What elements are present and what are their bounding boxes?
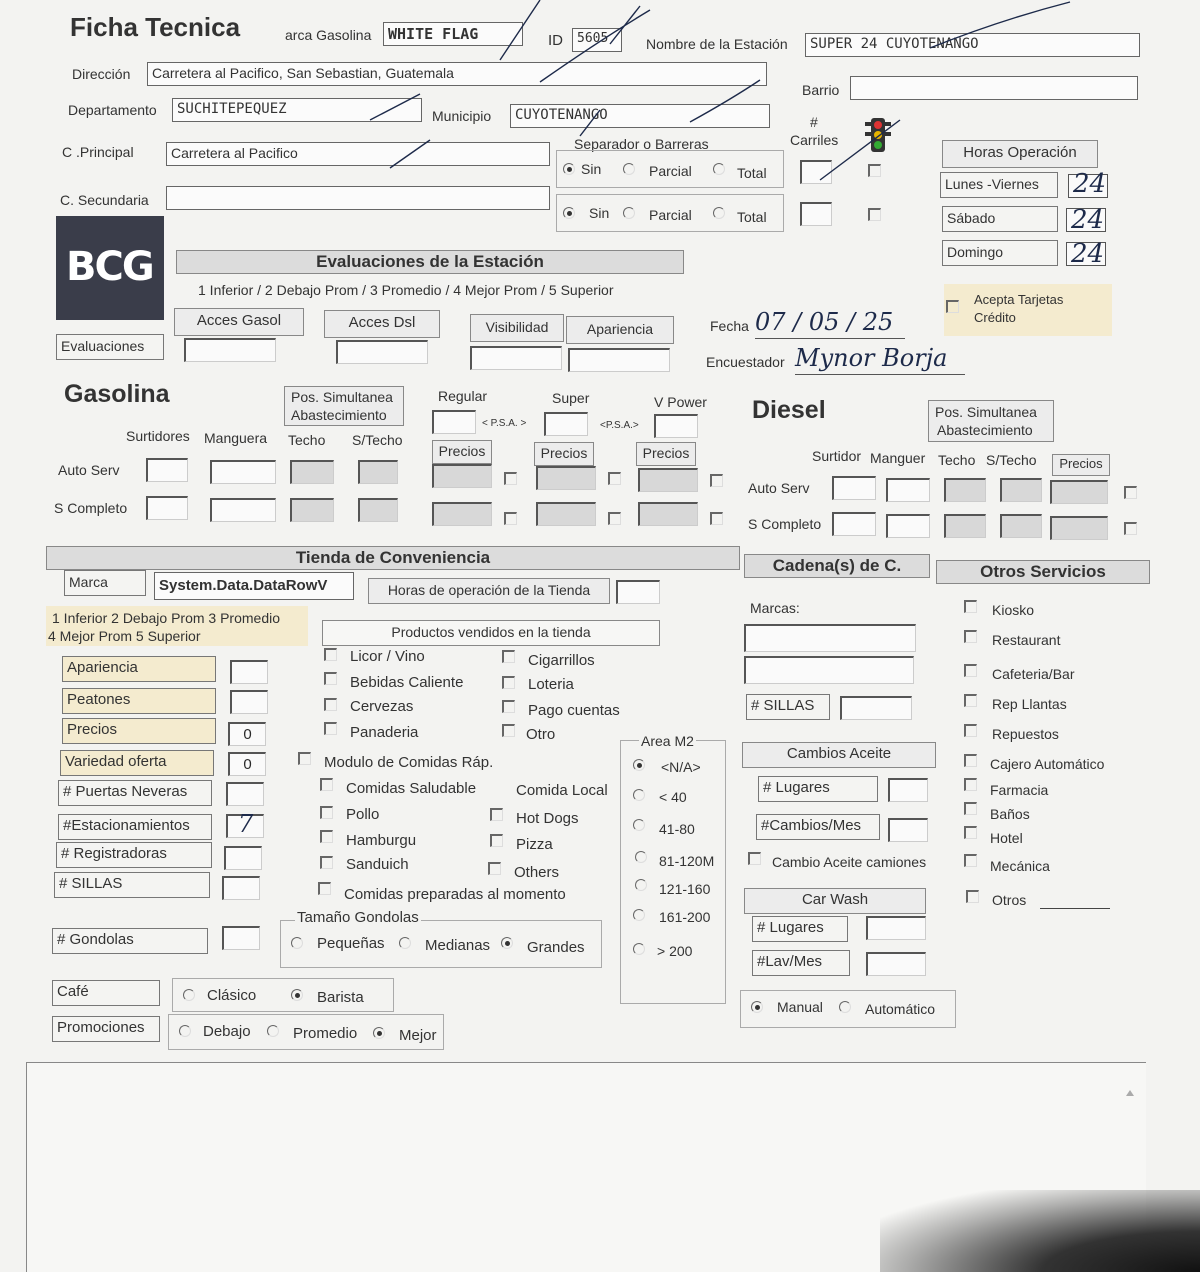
tamano-medianas-radio[interactable] — [399, 937, 411, 949]
domingo-value: 24 — [1071, 239, 1105, 269]
tarjetas-check[interactable] — [946, 300, 959, 313]
camiones-label: Cambio Aceite camiones — [772, 854, 927, 870]
diesel-col-manguer: Manguer — [870, 450, 926, 466]
gas-auto-precio-vpower[interactable] — [638, 468, 698, 492]
diesel-auto-manguer[interactable] — [886, 478, 930, 502]
gas-auto-surtidores[interactable] — [146, 458, 188, 482]
sanduich-check[interactable] — [320, 856, 333, 869]
domingo-label: Domingo — [942, 240, 1058, 266]
page-title: Ficha Tecnica — [70, 12, 241, 42]
area-81-120-label: 81-120M — [659, 853, 715, 869]
super-field[interactable] — [544, 412, 588, 436]
comidas-saludable-label: Comidas Saludable — [346, 780, 477, 797]
diesel-col-stecho: S/Techo — [986, 452, 1037, 468]
horas-tienda-button[interactable]: Horas de operación de la Tienda — [368, 578, 610, 604]
tamano-pequenas-radio[interactable] — [291, 937, 303, 949]
tienda-marca-label: Marca — [64, 570, 146, 596]
separador-label: Separador o Barreras — [574, 136, 709, 152]
gondolas-label: # Gondolas — [52, 928, 208, 954]
area-na-radio[interactable] — [633, 759, 645, 771]
tienda-header: Tienda de Conveniencia — [46, 546, 740, 570]
gasolina-title: Gasolina — [64, 380, 170, 408]
carwash-type-group — [740, 990, 956, 1028]
rating-label-apariencia: Apariencia — [62, 656, 216, 682]
col-mangueras: Manguera — [204, 430, 268, 446]
nombre-label: Nombre de la Estación — [646, 36, 788, 52]
rating-label-precios: Precios — [62, 718, 216, 744]
repuestos-label: Repuestos — [992, 726, 1059, 742]
id-field[interactable]: 5605 — [572, 28, 622, 52]
diesel-sc-precio[interactable] — [1050, 516, 1108, 540]
barrio-label: Barrio — [802, 82, 840, 98]
sep2-parcial-label: Parcial — [649, 207, 692, 223]
carriles-field-2[interactable] — [800, 202, 832, 226]
lunes-value: 24 — [1073, 169, 1107, 199]
promo-mejor-radio[interactable] — [373, 1027, 385, 1039]
semaforo-check-2[interactable] — [868, 208, 881, 221]
diesel-precios-button[interactable]: Precios — [1052, 454, 1110, 476]
lunes-field[interactable] — [1068, 169, 1108, 199]
eval-acces-dsl-field[interactable] — [336, 340, 428, 364]
fecha-label: Fecha — [710, 318, 749, 334]
rating-field-precios[interactable]: 0 — [228, 722, 266, 746]
lunes-label: Lunes -Viernes — [940, 172, 1058, 198]
productos-header: Productos vendidos en la tienda — [322, 620, 660, 646]
sabado-field[interactable] — [1066, 205, 1106, 235]
gas-sc-mangueras[interactable] — [210, 498, 276, 522]
eval-visibilidad-field[interactable] — [470, 346, 562, 370]
cafeteria-check[interactable] — [964, 664, 977, 677]
acces-gasol-button[interactable]: Acces Gasol — [174, 308, 304, 336]
rating-field-sillas[interactable] — [222, 876, 260, 900]
diesel-col-surtidor: Surtidor — [812, 448, 862, 464]
rating-field-peatones[interactable] — [230, 690, 268, 714]
sanduich-label: Sanduich — [346, 856, 409, 873]
area-na-label: <N/A> — [661, 759, 701, 775]
barrio-field[interactable] — [850, 76, 1138, 100]
tamano-grandes-label: Grandes — [527, 939, 585, 956]
gas-auto-regular-check[interactable] — [504, 472, 517, 485]
carwash-manual-radio[interactable] — [751, 1001, 763, 1013]
gas-sc-surtidores[interactable] — [146, 496, 188, 520]
sep2-total-label: Total — [737, 209, 767, 225]
departamento-field[interactable]: SUCHITEPEQUEZ — [172, 98, 422, 122]
area-200-label: > 200 — [657, 943, 693, 959]
repuestos-check[interactable] — [964, 724, 977, 737]
prod-cigarrillos-check[interactable] — [502, 650, 515, 663]
kiosko-label: Kiosko — [992, 602, 1035, 618]
cadena-sillas-field[interactable] — [840, 696, 912, 720]
gas-sc-super-check[interactable] — [608, 512, 621, 525]
promo-promedio-label: Promedio — [293, 1025, 358, 1042]
sep2-sin-radio[interactable] — [563, 207, 575, 219]
rating-field-apariencia[interactable] — [230, 660, 268, 684]
departamento-label: Departamento — [68, 102, 157, 118]
sep1-total-label: Total — [737, 165, 767, 181]
promo-promedio-radio[interactable] — [267, 1025, 279, 1037]
regular-field[interactable] — [432, 410, 476, 434]
sep1-parcial-radio[interactable] — [623, 163, 635, 175]
separador-group-1 — [556, 150, 784, 188]
carriles-hash: # — [810, 114, 818, 130]
comida-local-label: Comida Local — [516, 782, 608, 799]
carwash-manual-label: Manual — [777, 999, 823, 1015]
otros-underline — [1040, 908, 1110, 909]
rating-label-puertas: # Puertas Neveras — [58, 780, 212, 806]
restaurant-check[interactable] — [964, 630, 977, 643]
diesel-sc-techo[interactable] — [944, 514, 986, 538]
diesel-pos-line2: Abastecimiento — [937, 422, 1033, 438]
sabado-label: Sábado — [942, 206, 1058, 232]
c-secundaria-field[interactable] — [166, 186, 550, 210]
gas-sc-precio-vpower[interactable] — [638, 502, 698, 526]
diesel-sc-surtidor[interactable] — [832, 512, 876, 536]
marcas-field-1[interactable] — [744, 624, 916, 652]
marcas-label: Marcas: — [750, 600, 800, 616]
shadow-overlay — [880, 1190, 1200, 1272]
domingo-field[interactable] — [1066, 239, 1106, 269]
area-40-radio[interactable] — [633, 789, 645, 801]
hamburgu-check[interactable] — [320, 830, 333, 843]
prod-bebidas-check[interactable] — [324, 672, 337, 685]
gas-auto-precio-regular[interactable] — [432, 464, 492, 488]
prod-otro-label: Otro — [526, 726, 556, 743]
ca-lugares-field[interactable] — [888, 778, 928, 802]
logo-text: BCG — [66, 244, 153, 290]
rating-label-peatones: Peatones — [62, 688, 216, 714]
rating-field-registradoras[interactable] — [224, 846, 262, 870]
rating-field-estacionamientos[interactable] — [226, 810, 264, 838]
area-label: Area M2 — [641, 733, 694, 749]
prod-loteria-label: Loteria — [528, 676, 574, 693]
visibilidad-button[interactable]: Visibilidad — [470, 314, 564, 342]
precios-super-button[interactable]: Precios — [534, 442, 594, 466]
nombre-field[interactable]: SUPER 24 CUYOTENANGO — [805, 33, 1140, 57]
prod-otro-check[interactable] — [502, 724, 515, 737]
gas-auto-stecho[interactable] — [358, 460, 398, 484]
gas-pos-line1: Pos. Simultanea — [291, 389, 393, 405]
kiosko-check[interactable] — [964, 600, 977, 613]
super-label: Super — [552, 390, 590, 406]
promociones-label: Promociones — [52, 1016, 160, 1042]
horas-tienda-field[interactable] — [616, 580, 660, 604]
col-stecho: S/Techo — [352, 432, 403, 448]
pizza-label: Pizza — [516, 836, 553, 853]
prod-licor-check[interactable] — [324, 648, 337, 661]
rating-label-estacionamientos: #Estacionamientos — [58, 814, 212, 840]
mecanica-label: Mecánica — [990, 858, 1050, 874]
prod-pago-check[interactable] — [502, 700, 515, 713]
cafe-barista-label: Barista — [317, 989, 364, 1006]
evaluaciones-scale: 1 Inferior / 2 Debajo Prom / 3 Promedio / 4 Mejor Prom / 5 Superior — [198, 282, 614, 298]
encuestador-label: Encuestador — [706, 354, 785, 370]
diesel-auto-precio[interactable] — [1050, 480, 1108, 504]
prod-pago-label: Pago cuentas — [528, 702, 620, 719]
c-principal-label: C .Principal — [62, 144, 134, 160]
tamano-group — [280, 909, 602, 968]
c-secundaria-label: C. Secundaria — [60, 192, 149, 208]
otros-check[interactable] — [966, 890, 979, 903]
c-principal-field[interactable]: Carretera al Pacifico — [166, 142, 550, 166]
tienda-scale-1: 1 Inferior 2 Debajo Prom 3 Promedio — [52, 610, 280, 626]
diesel-s-completo-label: S Completo — [748, 516, 822, 532]
semaforo-check-1[interactable] — [868, 164, 881, 177]
ca-lugares-label: # Lugares — [758, 776, 878, 802]
evaluaciones-row-label: Evaluaciones — [56, 334, 164, 360]
traffic-light-icon — [864, 116, 892, 156]
diesel-pos-simultanea[interactable] — [928, 400, 1054, 442]
cw-lugares-label: # Lugares — [752, 916, 848, 942]
cafe-group — [172, 978, 394, 1012]
horas-operacion-button[interactable]: Horas Operación — [942, 140, 1098, 168]
tamano-pequenas-label: Pequeñas — [317, 935, 385, 952]
psa-label-1: < P.S.A. > — [482, 418, 527, 429]
tienda-scale-2: 4 Mejor Prom 5 Superior — [48, 628, 201, 644]
ca-cambios-mes-field[interactable] — [888, 818, 928, 842]
area-81-120-radio[interactable] — [635, 851, 647, 863]
sep1-parcial-label: Parcial — [649, 163, 692, 179]
encuestador-underline — [795, 374, 965, 375]
sep1-total-radio[interactable] — [713, 163, 725, 175]
comidas-saludable-check[interactable] — [320, 778, 333, 791]
diesel-auto-check[interactable] — [1124, 486, 1137, 499]
gas-auto-super-check[interactable] — [608, 472, 621, 485]
banos-label: Baños — [990, 806, 1030, 822]
cafeteria-label: Cafeteria/Bar — [992, 666, 1075, 682]
gas-s-completo-label: S Completo — [54, 500, 128, 516]
diesel-auto-serv-label: Auto Serv — [748, 480, 810, 496]
eval-apariencia-field[interactable] — [568, 348, 670, 372]
carwash-auto-radio[interactable] — [839, 1001, 851, 1013]
comidas-preparadas-check[interactable] — [318, 882, 331, 895]
cajero-label: Cajero Automático — [990, 756, 1105, 772]
tienda-marca-field[interactable]: System.Data.DataRowV — [154, 572, 354, 600]
gas-sc-precio-regular[interactable] — [432, 502, 492, 526]
precios-regular-button[interactable]: Precios — [432, 440, 492, 464]
rating-label-sillas: # SILLAS — [54, 872, 210, 898]
area-41-80-label: 41-80 — [659, 821, 695, 837]
sep2-total-radio[interactable] — [713, 207, 725, 219]
banos-check[interactable] — [964, 802, 977, 815]
tamano-label: Tamaño Gondolas — [297, 909, 419, 926]
carwash-auto-label: Automático — [865, 1001, 936, 1017]
hamburgu-label: Hamburgu — [346, 832, 417, 849]
gas-auto-vpower-check[interactable] — [710, 474, 723, 487]
hotdogs-check[interactable] — [490, 808, 503, 821]
marca-label: arca Gasolina — [285, 27, 372, 43]
sep1-sin-radio[interactable] — [563, 163, 575, 175]
col-surtidores: Surtidores — [126, 428, 190, 444]
cadena-header: Cadena(s) de C. — [744, 554, 930, 578]
area-41-80-radio[interactable] — [633, 819, 645, 831]
promo-debajo-label: Debajo — [203, 1023, 251, 1040]
rating-field-puertas[interactable] — [226, 782, 264, 806]
prod-licor-label: Licor / Vino — [350, 648, 425, 665]
area-200-radio[interactable] — [633, 943, 645, 955]
tarjetas-line2: Crédito — [974, 310, 1016, 325]
carriles-label: Carriles — [790, 132, 839, 148]
vpower-field[interactable] — [654, 414, 698, 438]
cw-lav-field[interactable] — [866, 952, 926, 976]
marcas-field-2[interactable] — [744, 656, 914, 684]
hotel-label: Hotel — [990, 830, 1023, 846]
others-label: Others — [514, 864, 560, 881]
direccion-field[interactable]: Carretera al Pacifico, San Sebastian, Guatemala — [147, 62, 767, 86]
hotdogs-label: Hot Dogs — [516, 810, 579, 827]
cw-lav-label: #Lav/Mes — [752, 950, 850, 976]
prod-panaderia-check[interactable] — [324, 722, 337, 735]
direccion-label: Dirección — [72, 66, 131, 82]
scroll-up-icon[interactable] — [1126, 1090, 1134, 1096]
area-161-200-radio[interactable] — [633, 909, 645, 921]
others-check[interactable] — [488, 862, 501, 875]
cadena-sillas-label: # SILLAS — [746, 694, 830, 720]
pollo-check[interactable] — [320, 806, 333, 819]
diesel-sc-stecho[interactable] — [1000, 514, 1042, 538]
gas-sc-vpower-check[interactable] — [710, 512, 723, 525]
gas-auto-mangueras[interactable] — [210, 460, 276, 484]
restaurant-label: Restaurant — [992, 632, 1061, 648]
sabado-value: 24 — [1071, 205, 1105, 235]
rep-llantas-label: Rep Llantas — [992, 696, 1067, 712]
cambios-aceite-button[interactable]: Cambios Aceite — [742, 742, 936, 768]
farmacia-check[interactable] — [964, 778, 977, 791]
camiones-check[interactable] — [748, 852, 761, 865]
gas-sc-regular-check[interactable] — [504, 512, 517, 525]
carriles-field-1[interactable] — [800, 160, 832, 184]
cajero-check[interactable] — [964, 754, 977, 767]
comidas-preparadas-label: Comidas preparadas al momento — [344, 886, 566, 903]
encuestador-value: Mynor Borja — [795, 344, 948, 372]
diesel-title: Diesel — [752, 396, 826, 424]
fecha-value: 07 / 05 / 25 — [755, 308, 894, 336]
diesel-sc-manguer[interactable] — [886, 514, 930, 538]
pollo-label: Pollo — [346, 806, 380, 823]
rating-label-variedad: Variedad oferta — [60, 750, 214, 776]
otros-header: Otros Servicios — [936, 560, 1150, 584]
gas-auto-precio-super[interactable] — [536, 466, 596, 490]
municipio-label: Municipio — [432, 108, 492, 124]
regular-label: Regular — [438, 388, 488, 404]
diesel-col-techo: Techo — [938, 452, 976, 468]
diesel-pos-line1: Pos. Simultanea — [935, 404, 1037, 420]
farmacia-label: Farmacia — [990, 782, 1049, 798]
sep1-sin-label: Sin — [581, 161, 602, 177]
area-40-label: < 40 — [659, 789, 687, 805]
col-techo: Techo — [288, 432, 326, 448]
marca-field[interactable]: WHITE FLAG — [383, 22, 523, 46]
separador-group-2 — [556, 194, 784, 232]
prod-panaderia-label: Panaderia — [350, 724, 419, 741]
promo-group — [168, 1014, 444, 1050]
sep2-parcial-radio[interactable] — [623, 207, 635, 219]
evaluaciones-header: Evaluaciones de la Estación — [176, 250, 684, 274]
gas-pos-simultanea[interactable] — [284, 386, 404, 426]
area-161-200-label: 161-200 — [659, 909, 711, 925]
acces-dsl-button[interactable]: Acces Dsl — [324, 310, 440, 338]
psa-label-2: <P.S.A.> — [600, 420, 639, 431]
diesel-auto-techo[interactable] — [944, 478, 986, 502]
otros-label: Otros — [992, 892, 1027, 908]
id-label: ID — [548, 32, 563, 49]
cafe-clasico-radio[interactable] — [183, 989, 195, 1001]
fecha-underline — [755, 338, 905, 339]
area-121-160-radio[interactable] — [635, 879, 647, 891]
vpower-label: V Power — [654, 394, 707, 410]
sep2-sin-label: Sin — [589, 205, 610, 221]
cafe-label: Café — [52, 980, 160, 1006]
ca-cambios-mes-label: #Cambios/Mes — [756, 814, 880, 840]
gas-sc-precio-super[interactable] — [536, 502, 596, 526]
mecanica-check[interactable] — [964, 854, 977, 867]
tarjetas-line1: Acepta Tarjetas — [974, 292, 1064, 307]
cw-lugares-field[interactable] — [866, 916, 926, 940]
estacionamientos-value: 7 — [238, 810, 254, 838]
gas-sc-stecho[interactable] — [358, 498, 398, 522]
gondolas-field[interactable] — [222, 926, 260, 950]
diesel-auto-stecho[interactable] — [1000, 478, 1042, 502]
diesel-auto-surtidor[interactable] — [832, 476, 876, 500]
modulo-comidas-check[interactable] — [298, 752, 311, 765]
prod-bebidas-label: Bebidas Caliente — [350, 674, 464, 691]
municipio-field[interactable]: CUYOTENANGO — [510, 104, 770, 128]
prod-cigarrillos-label: Cigarrillos — [528, 652, 595, 669]
precios-vpower-button[interactable]: Precios — [636, 442, 696, 466]
promo-mejor-label: Mejor — [399, 1027, 437, 1044]
area-121-160-label: 121-160 — [659, 881, 711, 897]
rep-llantas-check[interactable] — [964, 694, 977, 707]
area-group — [620, 733, 726, 1004]
hotel-check[interactable] — [964, 826, 977, 839]
diesel-sc-check[interactable] — [1124, 522, 1137, 535]
rating-field-variedad[interactable]: 0 — [228, 752, 266, 776]
bcg-logo — [56, 216, 164, 320]
cafe-barista-radio[interactable] — [291, 989, 303, 1001]
eval-acces-gasol-field[interactable] — [184, 338, 276, 362]
cafe-clasico-label: Clásico — [207, 987, 257, 1004]
gas-pos-line2: Abastecimiento — [291, 407, 387, 423]
carwash-button[interactable]: Car Wash — [744, 888, 926, 914]
prod-cervezas-check[interactable] — [324, 698, 337, 711]
gas-auto-serv-label: Auto Serv — [58, 462, 120, 478]
modulo-comidas-label: Modulo de Comidas Ráp. — [324, 754, 494, 771]
prod-loteria-check[interactable] — [502, 676, 515, 689]
promo-debajo-radio[interactable] — [179, 1025, 191, 1037]
pizza-check[interactable] — [490, 834, 503, 847]
tamano-grandes-radio[interactable] — [501, 937, 513, 949]
gas-auto-techo[interactable] — [290, 460, 334, 484]
tamano-medianas-label: Medianas — [425, 937, 491, 954]
rating-label-registradoras: # Registradoras — [56, 842, 212, 868]
apariencia-button[interactable]: Apariencia — [566, 316, 674, 344]
gas-sc-techo[interactable] — [290, 498, 334, 522]
prod-cervezas-label: Cervezas — [350, 698, 414, 715]
